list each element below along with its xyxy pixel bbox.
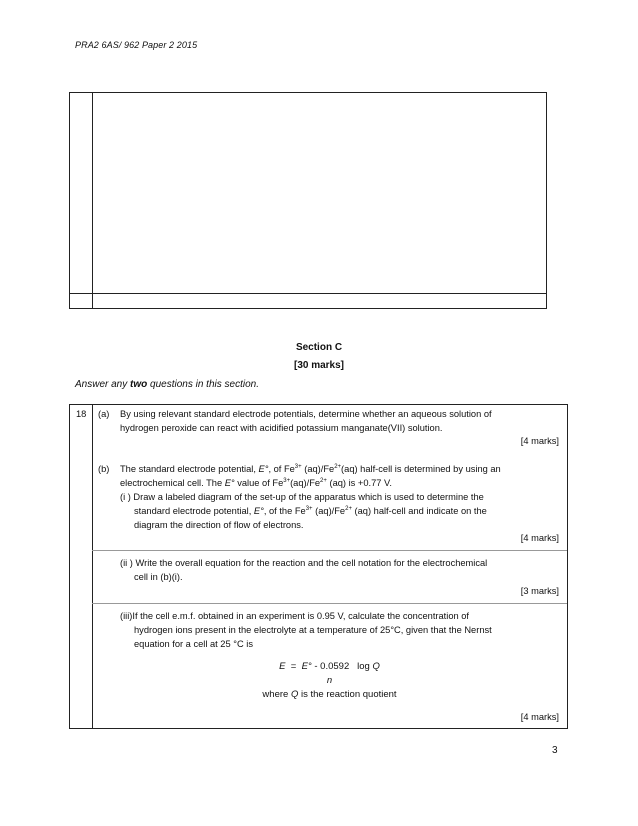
part-b-i-line2: standard electrode potential, E°, of the $Fe^{3+}$ $(aq)/Fe^{2+}$ (aq) half-cell and indicate on the bbox=[134, 505, 487, 516]
part-b-text-line2: electrochemical cell. The E° value of $Fe^{3+}(aq)/Fe^{2+}$ (aq) is +0.77 V. bbox=[120, 477, 392, 488]
part-b-iii-line2: hydrogen ions present in the electrolyte at a temperature of 25°C, given that the Nernst bbox=[134, 625, 492, 635]
page-number: 3 bbox=[552, 745, 558, 756]
part-b-iii-line1: (iii)If the cell e.m.f. obtained in an experiment is 0.95 V, calculate the concentration of bbox=[120, 611, 470, 621]
part-b-i-line3: diagram the direction of flow of electrons. bbox=[134, 520, 304, 530]
equation-denominator: n bbox=[326, 675, 333, 686]
part-b-iii-line3: equation for a cell at 25 °C is bbox=[134, 639, 253, 649]
subpart-separator bbox=[92, 603, 567, 604]
part-b-i-marks: [4 marks] bbox=[520, 533, 559, 543]
part-b-ii-marks: [3 marks] bbox=[520, 586, 559, 596]
answer-table bbox=[69, 92, 547, 309]
table-column-divider bbox=[92, 93, 93, 308]
part-b-i-line1: (i ) Draw a labeled diagram of the set-up of the apparatus which is used to determine the bbox=[120, 492, 484, 502]
section-marks: [30 marks] bbox=[293, 360, 345, 371]
part-a-marks: [4 marks] bbox=[520, 436, 559, 446]
part-b-ii-line1: (ii ) Write the overall equation for the reaction and the cell notation for the electrochemical bbox=[120, 558, 488, 568]
part-a-text-line1: By using relevant standard electrode potentials, determine whether an aqueous solution of bbox=[120, 409, 492, 419]
paper-reference: PRA2 6AS/ 962 Paper 2 2015 bbox=[75, 40, 198, 50]
question-table bbox=[69, 404, 568, 729]
nernst-equation: E = E° - 0.0592 log Q bbox=[279, 661, 380, 672]
part-b-text-line1: The standard electrode potential, E°, of $Fe^{3+}$ $(aq)/Fe^{2+}(aq)$ half-cell is determined by using an bbox=[120, 463, 501, 474]
equation-where-clause: where Q is the reaction quotient bbox=[262, 689, 397, 700]
section-instruction: Answer any two questions in this section. bbox=[75, 379, 259, 390]
subpart-separator bbox=[92, 550, 567, 551]
section-title: Section C bbox=[295, 342, 343, 353]
part-b-ii-line2: cell in (b)(i). bbox=[134, 572, 183, 582]
question-number: 18 bbox=[76, 409, 87, 419]
part-a-label: (a) bbox=[98, 409, 110, 419]
part-b-label: (b) bbox=[98, 464, 110, 474]
table-row-divider bbox=[70, 293, 546, 294]
part-a-text-line2: hydrogen peroxide can react with acidified potassium manganate(VII) solution. bbox=[120, 423, 443, 433]
part-b-iii-marks: [4 marks] bbox=[520, 712, 559, 722]
